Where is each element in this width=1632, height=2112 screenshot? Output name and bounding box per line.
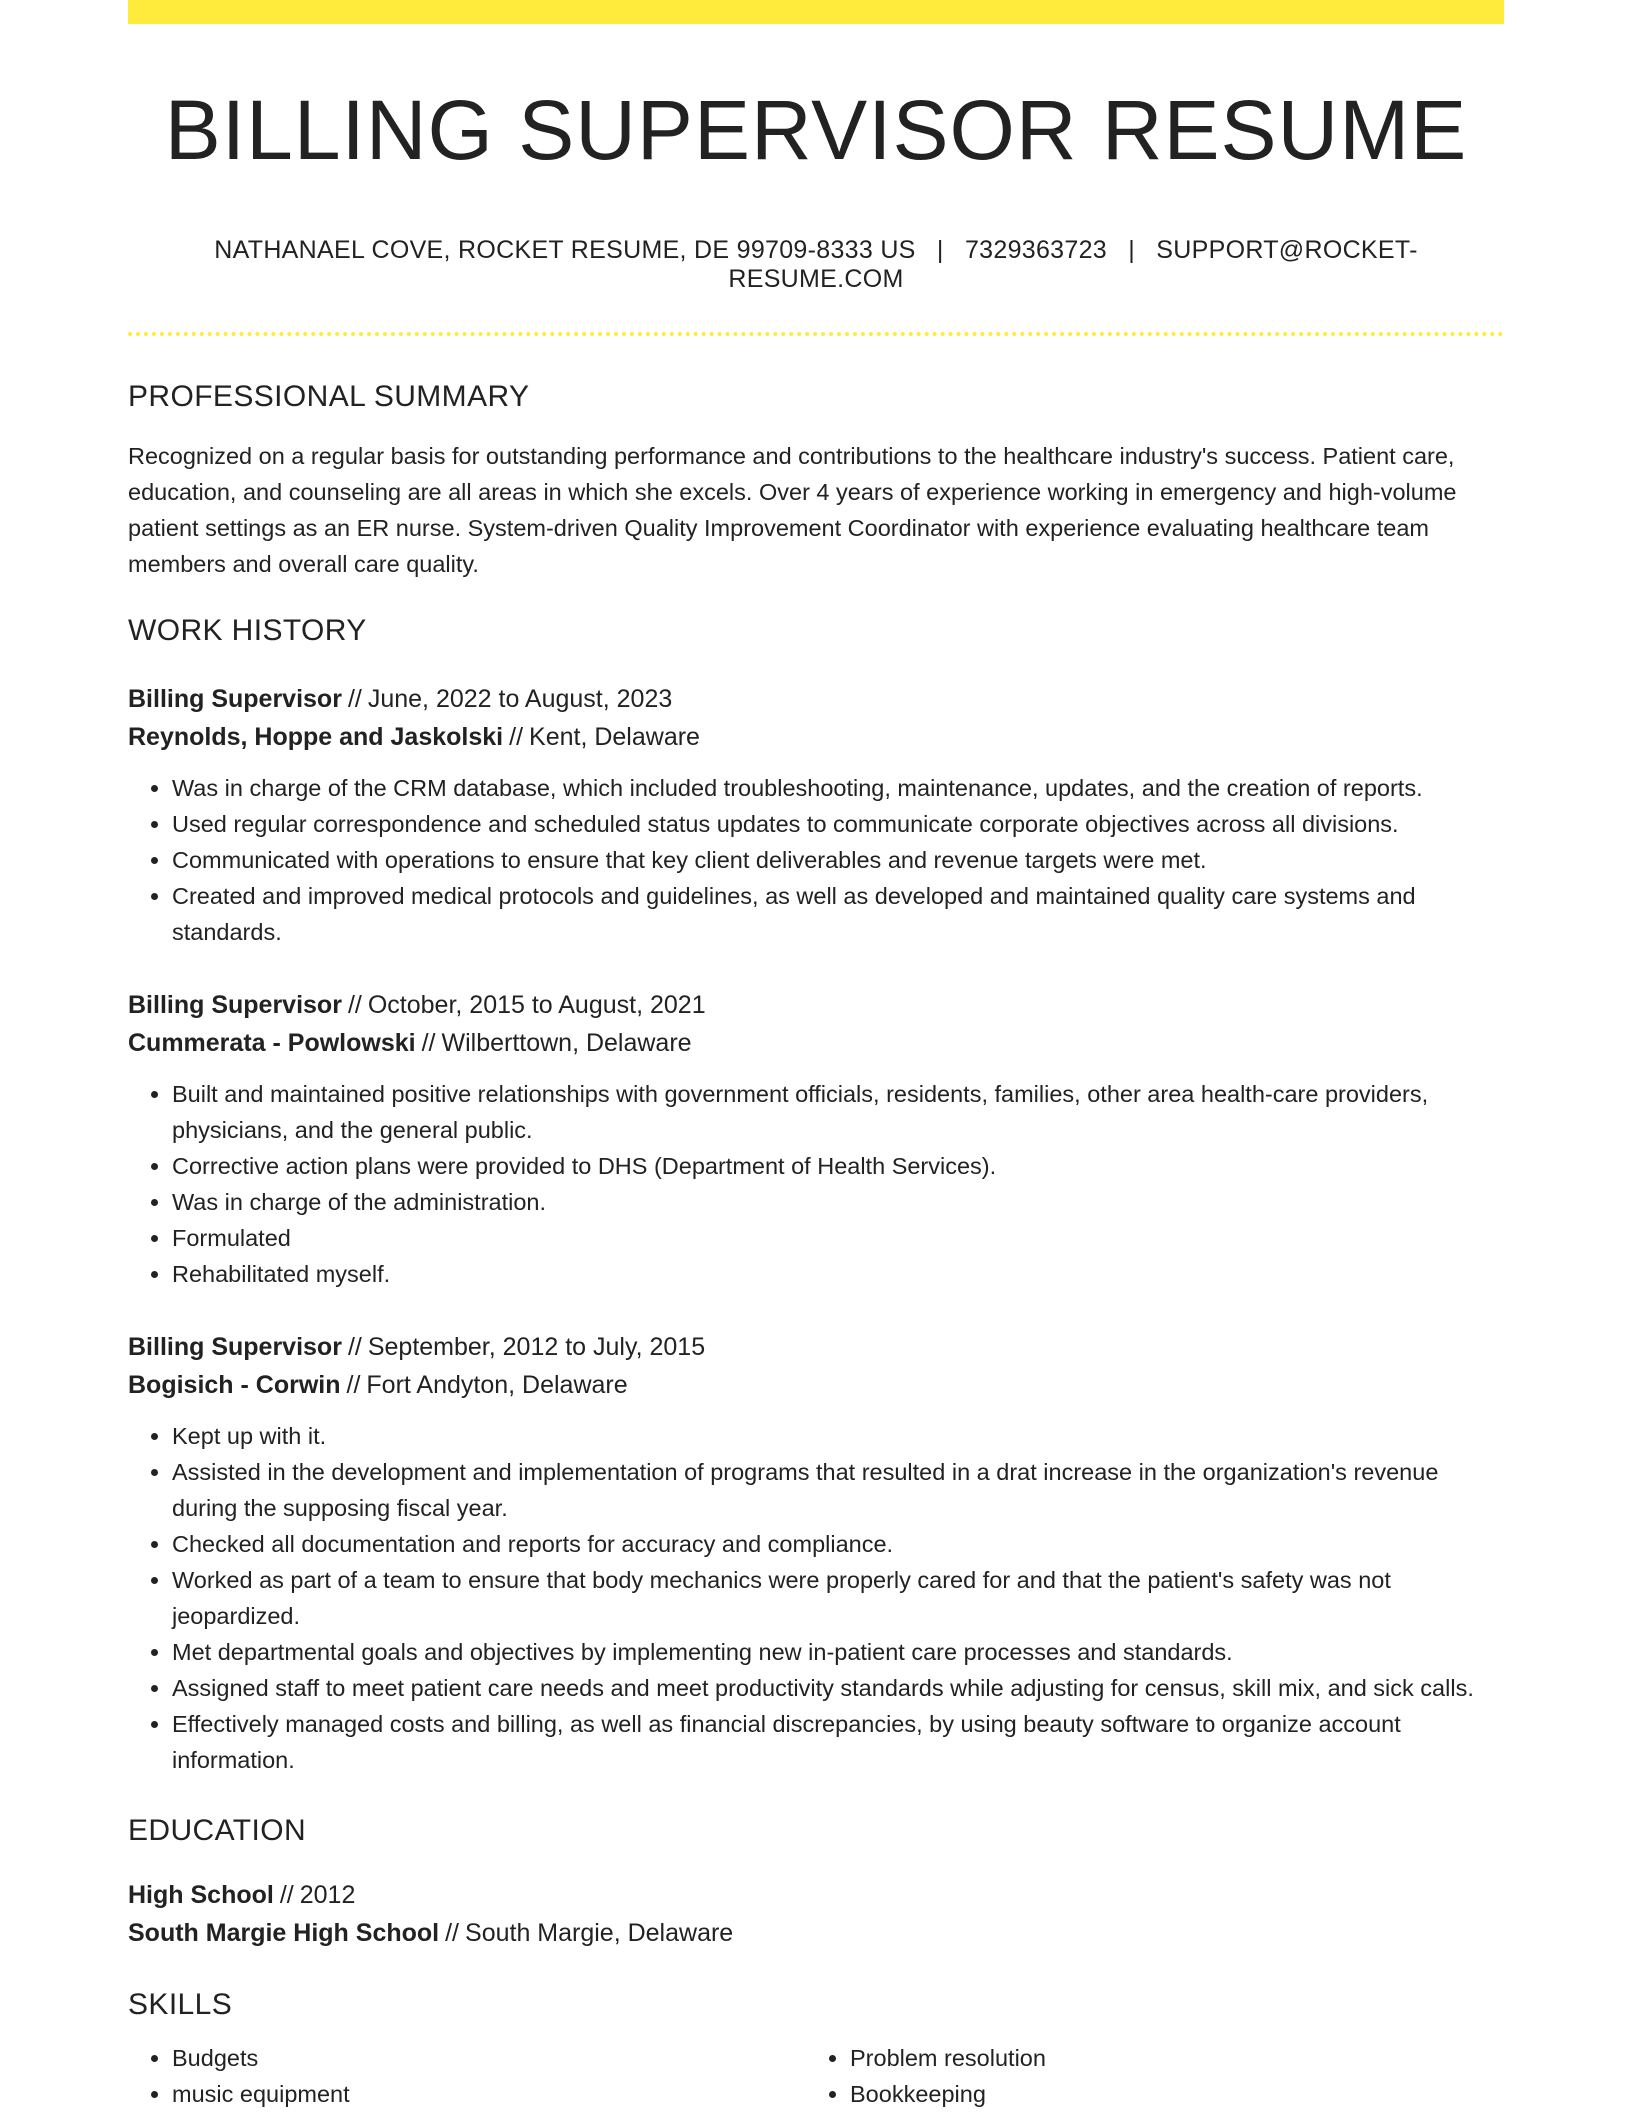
list-item: • Assigned staff to meet patient care needs and meet productivity standards while adjusting for census, skill mix, and sick calls. [172, 1670, 1504, 1706]
list-item: • Assisted in the development and implementation of programs that resulted in a drat increase in the organization's revenue during the supposing fiscal year. [172, 1454, 1504, 1526]
resume-page [128, 24, 1504, 2112]
education-school: South Margie High School [128, 1919, 440, 1948]
list-item: • Effectively managed costs and billing, as well as financial discrepancies, by using beauty software to organize account information. [172, 1706, 1504, 1778]
contact-separator: | [1128, 236, 1136, 265]
list-item: • Budgets [172, 2040, 806, 2076]
job-location: Wilberttown, Delaware [441, 1029, 692, 1058]
list-item: • Used regular correspondence and scheduled status updates to communicate corporate objectives across all divisions. [172, 806, 1504, 842]
education-degree-line [128, 1876, 1504, 1914]
job-company: Cummerata - Powlowski [128, 1029, 416, 1058]
education-year: 2012 [299, 1881, 356, 1910]
resume-title: BILLING SUPERVISOR RESUME [164, 83, 1468, 177]
job-bullets [128, 1418, 1504, 1778]
skills-column-left [128, 2040, 806, 2112]
summary-heading: PROFESSIONAL SUMMARY [128, 380, 530, 414]
list-item: • Checked all documentation and reports for accuracy and compliance. [172, 1526, 1504, 1562]
job-company-line [128, 1024, 1504, 1062]
job-role-line [128, 1328, 1504, 1366]
education-location: South Margie, Delaware [465, 1919, 734, 1948]
slash-separator: // [346, 1371, 361, 1400]
slash-separator: // [347, 991, 362, 1020]
skills-bullets [806, 2040, 1484, 2112]
job-role: Billing Supervisor [128, 685, 342, 714]
job-role: Billing Supervisor [128, 991, 342, 1020]
job-role-line [128, 986, 1504, 1024]
dotted-divider [128, 332, 1504, 336]
job-dates: October, 2015 to August, 2021 [367, 991, 706, 1020]
skills-bullets [128, 2040, 806, 2112]
skills-column-right [806, 2040, 1484, 2112]
list-item: • music equipment [172, 2076, 806, 2112]
slash-separator: // [421, 1029, 436, 1058]
job-entry [128, 680, 1504, 950]
list-item: • Problem resolution [850, 2040, 1484, 2076]
slash-separator: // [279, 1881, 294, 1910]
job-company-line [128, 1366, 1504, 1404]
job-bullets [128, 770, 1504, 950]
list-item: • Bookkeeping [850, 2076, 1484, 2112]
slash-separator: // [347, 685, 362, 714]
job-bullets [128, 1076, 1504, 1292]
list-item: • Worked as part of a team to ensure that body mechanics were properly cared for and that the patient's safety was not jeopardized. [172, 1562, 1504, 1634]
list-item: • Met departmental goals and objectives by implementing new in-patient care processes and standards. [172, 1634, 1504, 1670]
skills-heading: SKILLS [128, 1988, 233, 2022]
job-entry [128, 986, 1504, 1292]
job-dates: June, 2022 to August, 2023 [367, 685, 673, 714]
job-company-line [128, 718, 1504, 756]
list-item: • Formulated [172, 1220, 1504, 1256]
education-school-line [128, 1914, 1504, 1952]
education-heading: EDUCATION [128, 1814, 307, 1848]
work-history-heading: WORK HISTORY [128, 614, 367, 648]
list-item: • Corrective action plans were provided to DHS (Department of Health Services). [172, 1148, 1504, 1184]
job-role: Billing Supervisor [128, 1333, 342, 1362]
slash-separator: // [509, 723, 524, 752]
skills-list [128, 2040, 1504, 2112]
job-dates: September, 2012 to July, 2015 [367, 1333, 706, 1362]
list-item: • Was in charge of the administration. [172, 1184, 1504, 1220]
contact-separator: | [936, 236, 944, 265]
list-item: • Communicated with operations to ensure that key client deliverables and revenue targets were met. [172, 842, 1504, 878]
job-company: Bogisich - Corwin [128, 1371, 341, 1400]
job-location: Fort Andyton, Delaware [366, 1371, 628, 1400]
contact-email: SUPPORT@ROCKET-RESUME.COM [728, 236, 1418, 294]
contact-phone: 7329363723 [964, 236, 1107, 265]
job-company: Reynolds, Hoppe and Jaskolski [128, 723, 504, 752]
job-entry [128, 1328, 1504, 1778]
list-item: • Was in charge of the CRM database, which included troubleshooting, maintenance, updates, and the creation of reports. [172, 770, 1504, 806]
summary-text: Recognized on a regular basis for outstanding performance and contributions to the healthcare industry's success. Patient care, education, and counseling are all areas in which she excels. Over 4 years of experience working in emergency and high-volume patient settings as an ER nurse. System-driven Quality Improvement Coordinator with experience evaluating healthcare team members and overall care quality. [128, 443, 1457, 578]
job-role-line [128, 680, 1504, 718]
list-item: • Created and improved medical protocols and guidelines, as well as developed and maintained quality care systems and standards. [172, 878, 1504, 950]
slash-separator: // [445, 1919, 460, 1948]
list-item: • Kept up with it. [172, 1418, 1504, 1454]
job-location: Kent, Delaware [529, 723, 700, 752]
contact-line [128, 236, 1504, 294]
slash-separator: // [347, 1333, 362, 1362]
education-entry [128, 1876, 1504, 1952]
top-accent-bar [128, 0, 1504, 24]
list-item: • Built and maintained positive relationships with government officials, residents, families, other area health-care providers, physicians, and the general public. [172, 1076, 1504, 1148]
contact-address: NATHANAEL COVE, ROCKET RESUME, DE 99709-8333 US [214, 236, 916, 265]
education-degree: High School [128, 1881, 274, 1910]
list-item: • Rehabilitated myself. [172, 1256, 1504, 1292]
